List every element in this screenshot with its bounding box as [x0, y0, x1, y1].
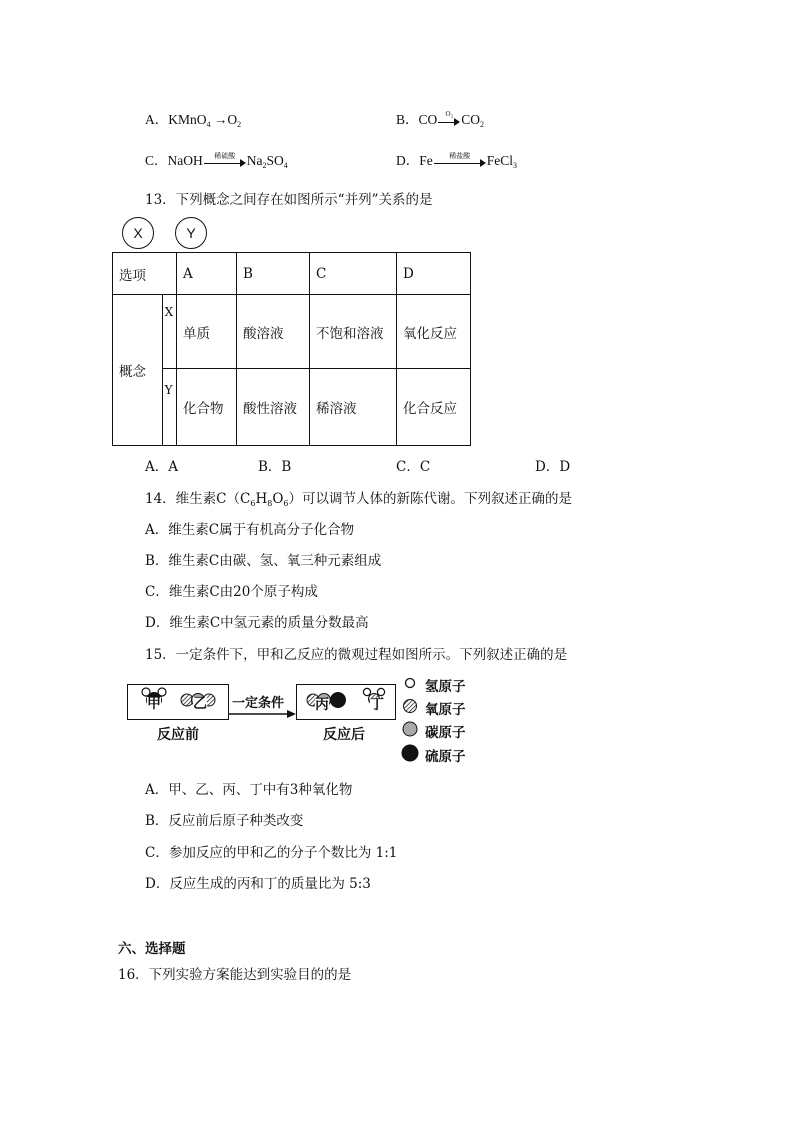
table-cell: 稀溶液 [310, 369, 397, 446]
q13-question: 13．下列概念之间存在如图所示“并列”关系的是 [145, 192, 433, 208]
table-cell: 氧化反应 [397, 295, 471, 369]
q12-option-d: D．Fe 稀盐酸 FeCl$_3$ [396, 151, 518, 170]
oxygen-atom-icon [404, 700, 417, 713]
q15-option-b: B．反应前后原子种类改变 [145, 813, 304, 829]
q12-option-a: A．KMnO$_4$ $\to O_2$ [145, 112, 242, 129]
reaction-arrow-icon [229, 709, 297, 719]
q12-option-b: B．CO O₂ $CO_2$ [396, 109, 485, 129]
table-cell: 单质 [177, 295, 237, 369]
q14-option-b: B．维生素C由碳、氢、氧三种元素组成 [145, 553, 382, 569]
q15-option-d: D．反应生成的丙和丁的质量比为 5:3 [145, 876, 371, 892]
carbon-atom-icon [403, 722, 417, 736]
circle-x: X [122, 217, 154, 249]
section-title: 六、选择题 [118, 941, 186, 957]
hydrogen-atom-icon [406, 679, 415, 688]
table-cell: A [177, 253, 237, 295]
legend-oxygen: 氧原子 [425, 702, 466, 718]
q15-question: 15．一定条件下，甲和乙反应的微观过程如图所示。下列叙述正确的是 [145, 647, 568, 663]
legend-hydrogen: 氢原子 [425, 679, 466, 695]
reaction-arrow-icon: 稀硫酸 [204, 156, 246, 168]
atom-legend-icons [400, 674, 424, 764]
label-jia: 甲 [147, 696, 161, 712]
q15-option-c: C．参加反应的甲和乙的分子个数比为 1:1 [145, 845, 398, 861]
circle-y: Y [175, 217, 207, 249]
label-bing: 丙 [315, 697, 329, 713]
reaction-arrow-icon: 稀盐酸 [434, 156, 486, 168]
table-x-label: X [162, 295, 176, 369]
table-row-label: 概念 [113, 295, 163, 446]
table-y-label: Y [162, 369, 176, 446]
arrow-icon: → [213, 112, 228, 127]
label-ding: 丁 [370, 697, 384, 713]
before-label: 反应前 [157, 727, 199, 743]
q14-option-a: A．维生素C属于有机高分子化合物 [145, 522, 355, 538]
q13-answer-a: A．A [145, 459, 178, 475]
q15-option-a: A．甲、乙、丙、丁中有3种氧化物 [145, 782, 353, 798]
table-row [113, 369, 471, 446]
q13-table [112, 252, 471, 446]
legend-sulfur: 硫原子 [425, 749, 466, 765]
table-cell: B [237, 253, 310, 295]
condition-label: 一定条件 [232, 696, 285, 711]
q16-question: 16．下列实验方案能达到实验目的的是 [118, 967, 352, 983]
table-row [113, 295, 471, 369]
table-cell: D [397, 253, 471, 295]
molecules-before [127, 684, 231, 722]
label-yi: 乙 [193, 696, 207, 712]
q14-option-c: C．维生素C由20个原子构成 [145, 584, 318, 600]
q14-option-d: D．维生素C中氢元素的质量分数最高 [145, 615, 369, 631]
table-cell: C [310, 253, 397, 295]
table-cell: 酸性溶液 [237, 369, 310, 446]
q13-answer-c: C．C [396, 459, 431, 475]
sulfur-atom-icon [402, 745, 419, 762]
reaction-arrow-icon: O₂ [438, 115, 460, 127]
legend-carbon: 碳原子 [425, 725, 466, 741]
option-letter: A． [145, 112, 169, 127]
table-cell: 化合反应 [397, 369, 471, 446]
table-cell: 不饱和溶液 [310, 295, 397, 369]
table-header-row [113, 253, 471, 295]
q12-option-c: C．NaOH 稀硫酸 $Na_2SO_4$ [145, 151, 288, 170]
table-cell: 化合物 [177, 369, 237, 446]
q13-answer-b: B．B [258, 459, 292, 475]
q14-question: 14．维生素$C(C_6H_8O_6)$可以调节人体的新陈代谢。下列叙述正确的是 [145, 491, 572, 508]
table-cell: 选项 [113, 253, 177, 295]
after-label: 反应后 [323, 727, 365, 743]
q13-answer-d: D．D [535, 459, 571, 475]
table-cell: 酸溶液 [237, 295, 310, 369]
